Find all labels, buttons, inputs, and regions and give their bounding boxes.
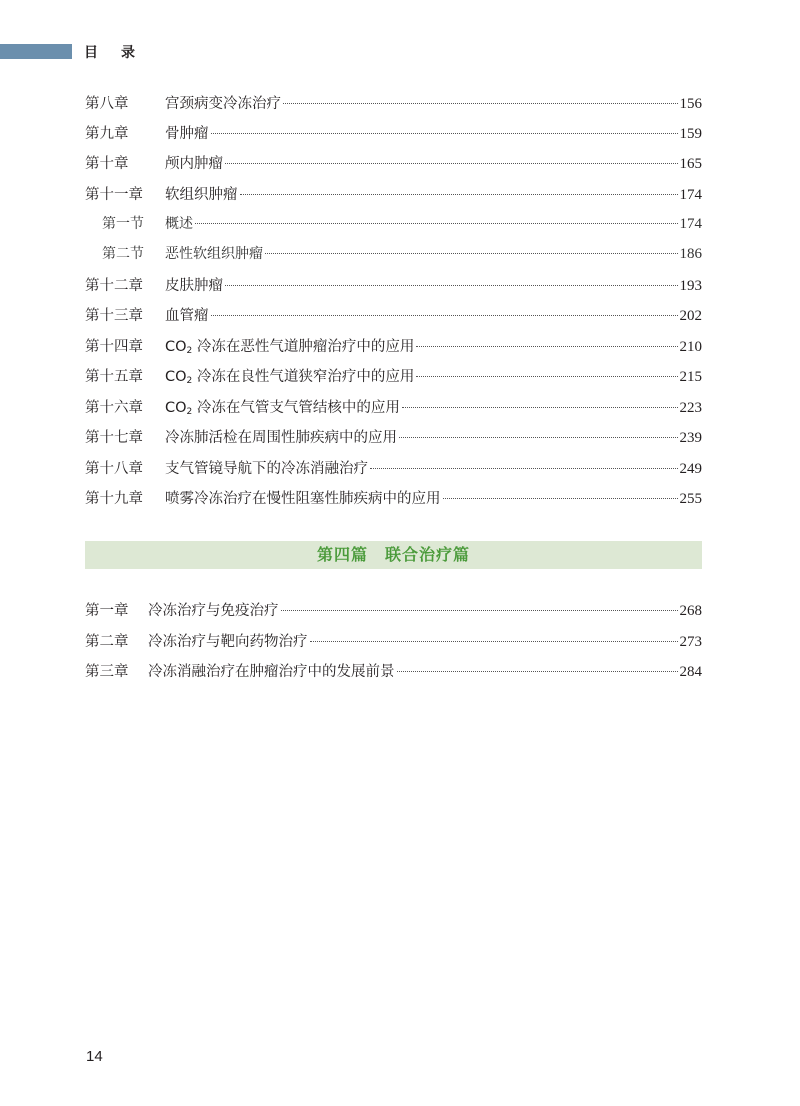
chapter-number: 第十五章 [85,369,143,385]
leader-dots [416,376,677,377]
entry-page: 186 [679,246,702,262]
entry-page: 202 [679,308,702,324]
chapter-number: 第十六章 [85,400,143,416]
leader-dots [402,407,678,408]
toc-entry[interactable] [85,92,702,114]
leader-dots [211,133,678,134]
entry-title: 颅内肿瘤 [165,156,223,172]
entry-title: 概述 [165,216,193,232]
toc-entry[interactable] [85,487,702,509]
leader-dots [240,194,678,195]
entry-title [165,365,414,386]
chapter-number: 第一章 [85,603,129,619]
toc-entry[interactable] [85,274,702,296]
header-title [84,42,136,62]
toc-entry[interactable] [85,183,702,205]
leader-dots [416,346,677,347]
chapter-number: 第十七章 [85,430,143,446]
entry-page: 210 [679,339,702,355]
entry-title: 喷雾冷冻治疗在慢性阻塞性肺疾病中的应用 [165,491,441,507]
toc-entry[interactable] [85,365,702,387]
entry-page: 193 [679,278,702,294]
leader-dots [397,671,678,672]
section-number: 第二节 [102,246,144,262]
chapter-number: 第八章 [85,96,129,112]
chapter-number: 第十一章 [85,187,143,203]
section-number: 第一节 [102,216,144,232]
leader-dots [265,253,678,254]
leader-dots [225,285,678,286]
header-accent-bar [0,44,72,59]
entry-title: 骨肿瘤 [165,126,209,142]
toc-subentry[interactable] [85,243,702,265]
chapter-number: 第十八章 [85,461,143,477]
toc-entry[interactable] [85,630,702,652]
chapter-number: 第十三章 [85,308,143,324]
leader-dots [399,437,678,438]
entry-title [165,396,400,417]
co2-symbol: CO [165,339,187,355]
entry-title: 冷冻治疗与免疫治疗 [148,603,279,619]
part-four-heading[interactable] [85,541,702,569]
entry-title: 血管瘤 [165,308,209,324]
toc-entry[interactable] [85,304,702,326]
entry-page: 174 [679,216,702,232]
toc-entry[interactable] [85,426,702,448]
entry-title: 软组织肿瘤 [165,187,238,203]
entry-title: 皮肤肿瘤 [165,278,223,294]
entry-page: 273 [679,634,702,650]
entry-title-text: 冷冻在恶性气道肿瘤治疗中的应用 [192,339,415,355]
entry-title: 冷冻消融治疗在肿瘤治疗中的发展前景 [148,664,395,680]
entry-page: 215 [679,369,702,385]
leader-dots [281,610,678,611]
toc-entry[interactable] [85,122,702,144]
entry-title-text: 冷冻在良性气道狭窄治疗中的应用 [192,369,415,385]
toc-entry[interactable] [85,457,702,479]
entry-page: 249 [679,461,702,477]
entry-title: 支气管镜导航下的冷冻消融治疗 [165,461,368,477]
entry-title: 宫颈病变冷冻治疗 [165,96,281,112]
entry-title: 冷冻肺活检在周围性肺疾病中的应用 [165,430,397,446]
chapter-number: 第三章 [85,664,129,680]
co2-subscript: 2 [186,376,193,386]
co2-symbol: CO [165,369,187,385]
chapter-number: 第十四章 [85,339,143,355]
leader-dots [283,103,678,104]
page-number: 14 [86,1048,103,1065]
toc-entry[interactable] [85,599,702,621]
entry-page: 284 [679,664,702,680]
co2-subscript: 2 [186,346,193,356]
entry-page: 223 [679,400,702,416]
leader-dots [370,468,678,469]
leader-dots [310,641,678,642]
leader-dots [211,315,678,316]
chapter-number: 第十九章 [85,491,143,507]
entry-title-text: 冷冻在气管支气管结核中的应用 [192,400,400,416]
entry-page: 174 [679,187,702,203]
entry-page: 156 [679,96,702,112]
header-title-char-2: 录 [121,45,136,61]
part-four-title: 第四篇 联合治疗篇 [316,545,470,564]
toc-entry[interactable] [85,396,702,418]
entry-page: 239 [679,430,702,446]
leader-dots [225,163,678,164]
entry-page: 255 [679,491,702,507]
entry-title: 恶性软组织肿瘤 [165,246,263,262]
leader-dots [443,498,678,499]
co2-symbol: CO [165,400,187,416]
chapter-number: 第九章 [85,126,129,142]
entry-page: 159 [679,126,702,142]
toc-entry[interactable] [85,660,702,682]
toc-subentry[interactable] [85,213,702,235]
chapter-number: 第十章 [85,156,129,172]
entry-title [165,335,414,356]
chapter-number: 第二章 [85,634,129,650]
entry-page: 165 [679,156,702,172]
leader-dots [195,223,678,224]
toc-entry[interactable] [85,152,702,174]
entry-title: 冷冻治疗与靶向药物治疗 [148,634,308,650]
chapter-number: 第十二章 [85,278,143,294]
header-title-char-1: 目 [84,45,99,61]
co2-subscript: 2 [186,407,193,417]
entry-page: 268 [679,603,702,619]
toc-entry[interactable] [85,335,702,357]
